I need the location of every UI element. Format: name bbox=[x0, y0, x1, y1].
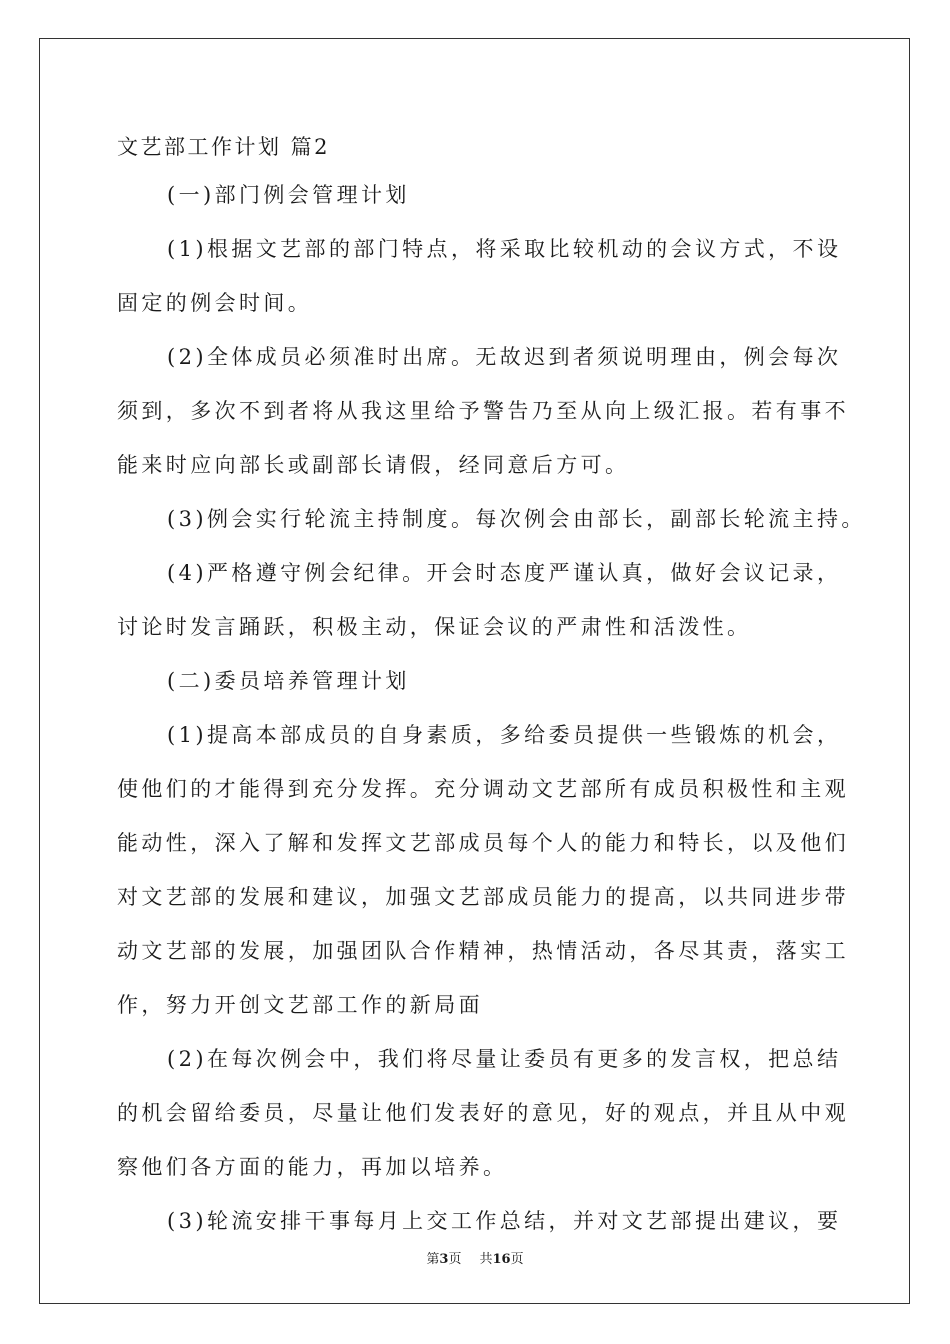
text-line: 作，努力开创文艺部工作的新局面 bbox=[117, 993, 483, 1017]
footer-total-prefix: 共 bbox=[479, 1252, 493, 1267]
text-line: (2)全体成员必须准时出席。无故迟到者须说明理由，例会每次 bbox=[167, 345, 842, 369]
text-line: (3)轮流安排干事每月上交工作总结，并对文艺部提出建议，要 bbox=[167, 1209, 842, 1233]
text-line: 固定的例会时间。 bbox=[117, 291, 313, 315]
text-line: (二)委员培养管理计划 bbox=[167, 669, 410, 693]
text-line: (1)根据文艺部的部门特点，将采取比较机动的会议方式，不设 bbox=[167, 237, 842, 261]
paragraph-lines bbox=[117, 175, 866, 1255]
footer-page-prefix: 第 bbox=[426, 1252, 440, 1267]
text-line: (4)严格遵守例会纪律。开会时态度严谨认真，做好会议记录， bbox=[167, 561, 842, 585]
footer-total-suffix: 页 bbox=[510, 1252, 524, 1267]
text-line: 察他们各方面的能力，再加以培养。 bbox=[117, 1155, 508, 1179]
footer-total-pages: 16 bbox=[492, 1252, 511, 1267]
text-line: (3)例会实行轮流主持制度。每次例会由部长，副部长轮流主持。 bbox=[167, 507, 866, 531]
document-title: 文艺部工作计划 篇2 bbox=[117, 135, 331, 159]
page-footer bbox=[0, 1248, 950, 1267]
text-line: 对文艺部的发展和建议，加强文艺部成员能力的提高，以共同进步带 bbox=[117, 885, 849, 909]
text-line: 能来时应向部长或副部长请假，经同意后方可。 bbox=[117, 453, 630, 477]
text-line: 的机会留给委员，尽量让他们发表好的意见，好的观点，并且从中观 bbox=[117, 1101, 849, 1125]
text-line: 使他们的才能得到充分发挥。充分调动文艺部所有成员积极性和主观 bbox=[117, 777, 849, 801]
footer-page-suffix: 页 bbox=[448, 1252, 462, 1267]
text-line: (2)在每次例会中，我们将尽量让委员有更多的发言权，把总结 bbox=[167, 1047, 842, 1071]
text-line: (1)提高本部成员的自身素质，多给委员提供一些锻炼的机会， bbox=[167, 723, 842, 747]
text-line: 讨论时发言踊跃，积极主动，保证会议的严肃性和活泼性。 bbox=[117, 615, 752, 639]
text-line: 须到，多次不到者将从我这里给予警告乃至从向上级汇报。若有事不 bbox=[117, 399, 849, 423]
document-body bbox=[117, 127, 866, 1255]
footer-page-number: 3 bbox=[439, 1252, 449, 1267]
text-line: 动文艺部的发展，加强团队合作精神，热情活动，各尽其责，落实工 bbox=[117, 939, 849, 963]
text-line: (一)部门例会管理计划 bbox=[167, 183, 410, 207]
text-line: 能动性，深入了解和发挥文艺部成员每个人的能力和特长，以及他们 bbox=[117, 831, 849, 855]
